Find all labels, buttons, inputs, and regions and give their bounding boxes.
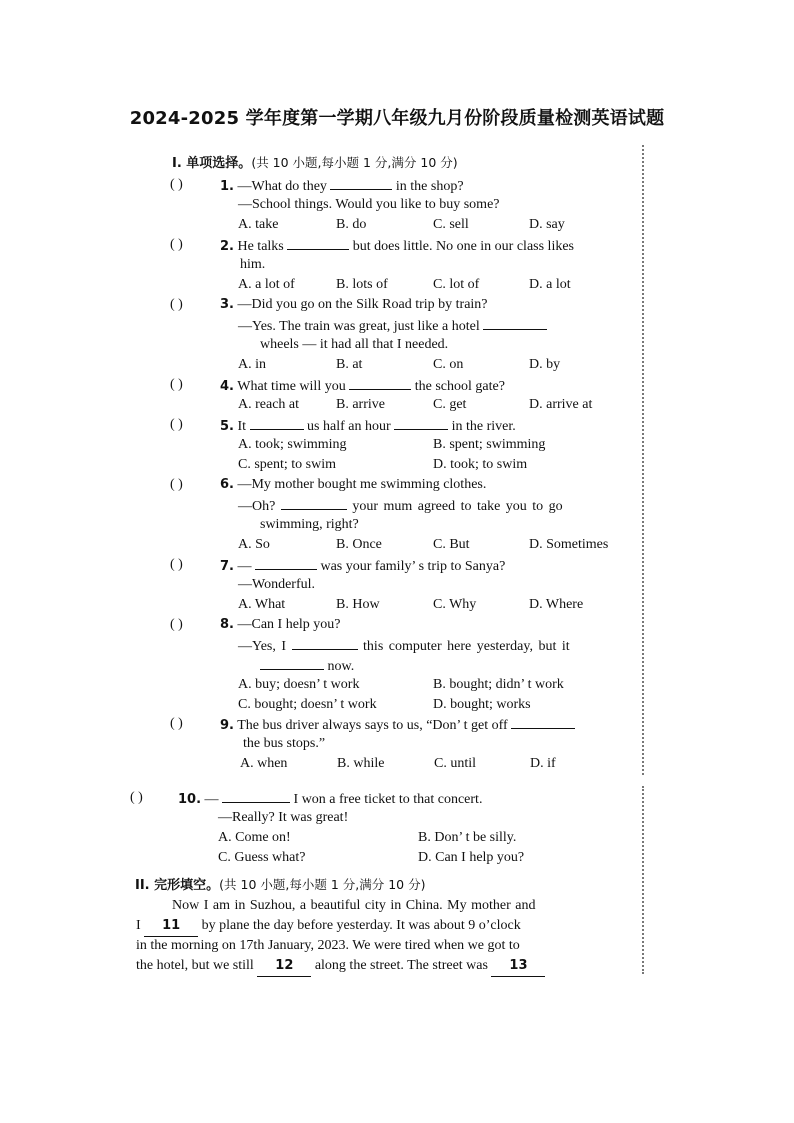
passage-line-3: in the morning on 17th January, 2023. We were tired when we got to — [136, 938, 520, 953]
passage-text: the hotel, but we still — [136, 958, 254, 973]
question-4-stem — [220, 375, 505, 397]
answer-blank — [483, 315, 547, 330]
cloze-blank-11: 11 — [144, 916, 198, 937]
section-1-heading — [172, 152, 458, 171]
section-1-title: I. 单项选择。 — [172, 156, 252, 171]
option-d: D. took; to swim — [433, 457, 528, 472]
question-number: 6. — [220, 477, 234, 492]
question-1-stem — [220, 175, 464, 197]
margin-dotted-line — [642, 786, 644, 974]
question-number: 3. — [220, 297, 234, 312]
section-1-subtitle: (共 10 小题,每小题 1 分,满分 10 分) — [251, 155, 458, 170]
option-c: C. Guess what? — [218, 850, 306, 865]
option-c: C. get — [433, 397, 467, 412]
option-b: B. do — [336, 217, 367, 232]
question-3-line-2 — [238, 315, 547, 337]
section-2-heading — [135, 874, 425, 893]
stem-text: in the river. — [451, 419, 516, 434]
question-10-stem — [178, 788, 482, 810]
question-8-stem — [220, 615, 341, 635]
question-3-stem — [220, 295, 488, 315]
option-c: C. lot of — [433, 277, 480, 292]
answer-paren[interactable]: ( ) — [170, 477, 183, 492]
option-b: B. lots of — [336, 277, 388, 292]
question-5-stem — [220, 415, 516, 437]
option-b: B. arrive — [336, 397, 385, 412]
answer-blank — [287, 235, 349, 250]
option-d: D. Can I help you? — [418, 850, 525, 865]
option-a: A. So — [238, 537, 270, 552]
answer-blank — [260, 655, 324, 670]
answer-paren[interactable]: ( ) — [170, 716, 183, 731]
page-title: 2024-2025 学年度第一学期八年级九月份阶段质量检测英语试题 — [129, 108, 665, 129]
section-2-title: II. 完形填空。 — [135, 878, 220, 893]
answer-blank — [222, 788, 290, 803]
answer-paren[interactable]: ( ) — [130, 790, 143, 805]
question-9-line-2: the bus stops.” — [243, 736, 326, 751]
stem-text: —Can I help you? — [237, 617, 341, 632]
margin-dotted-line — [642, 145, 644, 775]
passage-line-4 — [136, 956, 545, 977]
question-number: 2. — [220, 239, 234, 254]
option-d: D. if — [530, 756, 556, 771]
option-a: A. Come on! — [218, 830, 291, 845]
question-6-line-3: swimming, right? — [260, 517, 359, 532]
stem-text: He talks — [237, 239, 284, 254]
answer-blank — [330, 175, 392, 190]
option-b: B. spent; swimming — [433, 437, 546, 452]
question-10-line-2: —Really? It was great! — [218, 810, 349, 825]
stem-text: your mum agreed to take you to go — [352, 499, 563, 514]
question-number: 5. — [220, 419, 234, 434]
option-a: A. take — [238, 217, 279, 232]
question-number: 1. — [220, 179, 234, 194]
answer-paren[interactable]: ( ) — [170, 237, 183, 252]
stem-text: was your family’ s trip to Sanya? — [320, 559, 506, 574]
answer-blank — [394, 415, 448, 430]
answer-paren[interactable]: ( ) — [170, 557, 183, 572]
answer-paren[interactable]: ( ) — [170, 377, 183, 392]
option-c: C. until — [434, 756, 477, 771]
answer-paren[interactable]: ( ) — [170, 177, 183, 192]
option-c: C. on — [433, 357, 464, 372]
question-7-line-2: —Wonderful. — [238, 577, 316, 592]
option-a: A. What — [238, 597, 286, 612]
stem-text: —Yes, I — [238, 639, 287, 654]
answer-blank — [250, 415, 304, 430]
stem-text: The bus driver always says to us, “Don’ t get off — [237, 718, 508, 733]
passage-line-2 — [136, 916, 521, 937]
answer-blank — [292, 635, 358, 650]
option-b: B. How — [336, 597, 380, 612]
question-7-stem — [220, 555, 505, 577]
passage-text: by plane the day before yesterday. It was about 9 o’clock — [201, 918, 521, 933]
stem-text: —What do they — [237, 179, 327, 194]
option-d: D. Where — [529, 597, 584, 612]
stem-text: I won a free ticket to that concert. — [293, 792, 483, 807]
question-number: 7. — [220, 559, 234, 574]
stem-text: — — [204, 792, 219, 807]
answer-blank — [255, 555, 317, 570]
cloze-blank-13: 13 — [491, 956, 545, 977]
question-9-stem — [220, 714, 575, 736]
option-b: B. at — [336, 357, 363, 372]
answer-paren[interactable]: ( ) — [170, 297, 183, 312]
stem-text: this computer here yesterday, but it — [363, 639, 570, 654]
question-number: 8. — [220, 617, 234, 632]
option-c: C. Why — [433, 597, 477, 612]
question-6-stem — [220, 475, 486, 495]
stem-text: What time will you — [237, 379, 346, 394]
option-a: A. reach at — [238, 397, 300, 412]
passage-text: along the street. The street was — [314, 958, 488, 973]
answer-paren[interactable]: ( ) — [170, 617, 183, 632]
question-8-line-3 — [260, 655, 354, 677]
option-d: D. a lot — [529, 277, 571, 292]
cloze-blank-12: 12 — [257, 956, 311, 977]
answer-blank — [349, 375, 411, 390]
stem-text: —Yes. The train was great, just like a hotel — [238, 319, 480, 334]
question-2-stem — [220, 235, 574, 257]
option-b: B. Don’ t be silly. — [418, 830, 517, 845]
passage-line-1: Now I am in Suzhou, a beautiful city in China. My mother and — [172, 898, 536, 913]
stem-text: the school gate? — [414, 379, 505, 394]
option-c: C. But — [433, 537, 470, 552]
stem-text: but does little. No one in our class likes — [352, 239, 574, 254]
stem-text: us half an hour — [307, 419, 391, 434]
question-8-line-2 — [238, 635, 570, 657]
question-3-line-3: wheels — it had all that I needed. — [260, 337, 449, 352]
option-a: A. buy; doesn’ t work — [238, 677, 360, 692]
option-b: B. while — [337, 756, 385, 771]
option-c: C. bought; doesn’ t work — [238, 697, 377, 712]
question-1-line-2: —School things. Would you like to buy some? — [238, 197, 500, 212]
answer-blank — [281, 495, 347, 510]
option-a: A. took; swimming — [238, 437, 347, 452]
option-b: B. bought; didn’ t work — [433, 677, 564, 692]
question-number: 4. — [220, 379, 234, 394]
stem-text: now. — [327, 659, 355, 674]
passage-text: I — [136, 918, 141, 933]
stem-text: in the shop? — [395, 179, 464, 194]
stem-text: —Did you go on the Silk Road trip by train? — [237, 297, 488, 312]
option-a: A. when — [240, 756, 288, 771]
option-d: D. by — [529, 357, 561, 372]
stem-text: —Oh? — [238, 499, 276, 514]
question-6-line-2 — [238, 495, 563, 517]
option-c: C. spent; to swim — [238, 457, 337, 472]
option-a: A. in — [238, 357, 266, 372]
option-c: C. sell — [433, 217, 469, 232]
question-2-line-2: him. — [240, 257, 266, 272]
stem-text: —My mother bought me swimming clothes. — [237, 477, 487, 492]
option-d: D. Sometimes — [529, 537, 609, 552]
stem-text: It — [237, 419, 247, 434]
option-d: D. bought; works — [433, 697, 531, 712]
option-d: D. arrive at — [529, 397, 593, 412]
answer-paren[interactable]: ( ) — [170, 417, 183, 432]
option-a: A. a lot of — [238, 277, 295, 292]
answer-blank — [511, 714, 575, 729]
option-b: B. Once — [336, 537, 382, 552]
section-2-subtitle: (共 10 小题,每小题 1 分,满分 10 分) — [219, 877, 426, 892]
question-number: 9. — [220, 718, 234, 733]
option-d: D. say — [529, 217, 565, 232]
question-number: 10. — [178, 792, 202, 807]
stem-text: — — [237, 559, 252, 574]
